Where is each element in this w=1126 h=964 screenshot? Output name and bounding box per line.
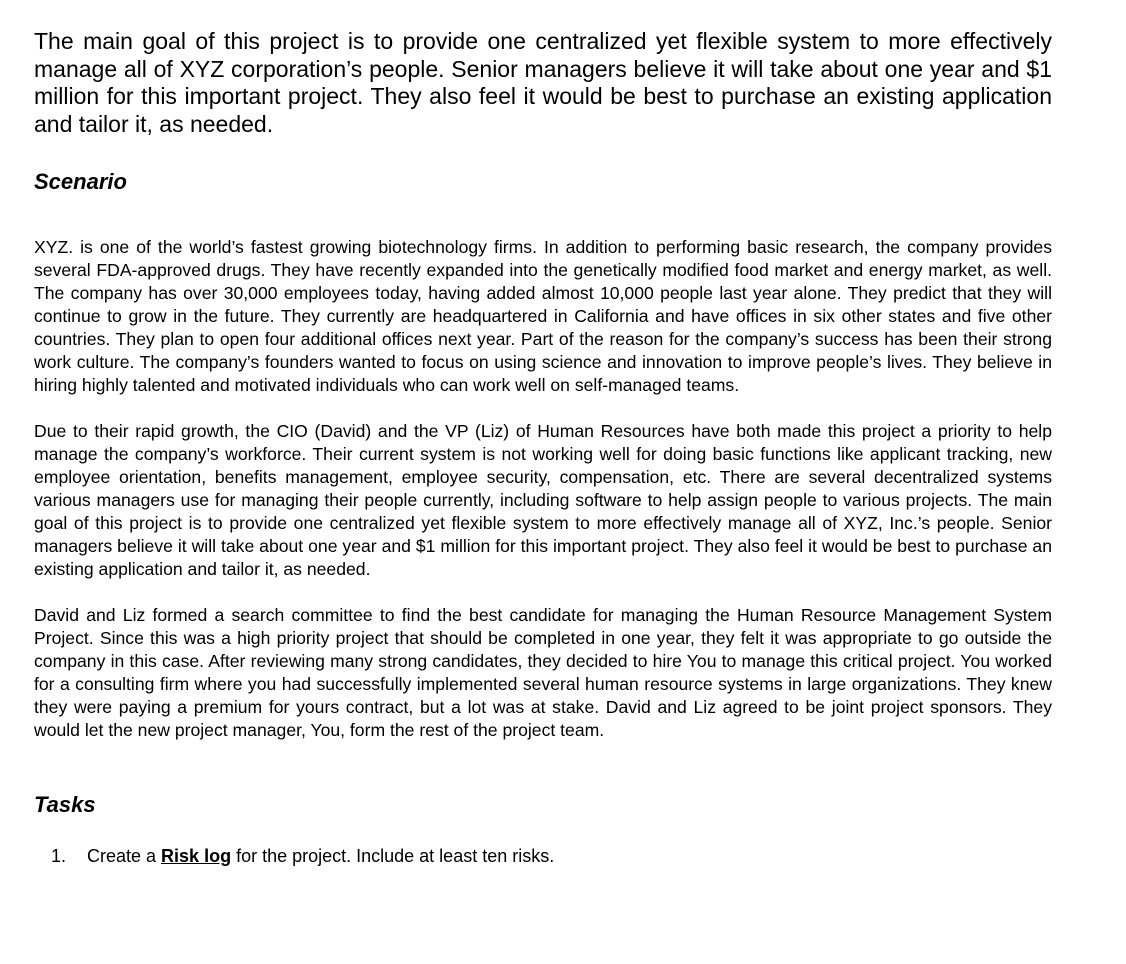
risk-log-link[interactable]: Risk log xyxy=(161,846,232,866)
tasks-heading: Tasks xyxy=(34,792,96,817)
scenario-heading: Scenario xyxy=(34,169,127,194)
task-number: 1. xyxy=(51,846,67,866)
task-item xyxy=(51,845,1052,868)
scenario-paragraph-company: XYZ. is one of the world’s fastest growing biotechnology firms. In addition to performing basic research, the company provides several FDA-approved drugs. They have recently expanded into the genetically modified food market and energy market, as well. The company has over 30,000 employees today, having added almost 10,000 people last year alone. They predict that they will continue to grow in the future. They currently are headquartered in California and have offices in six other states and five other countries. They plan to open four additional offices next year. Part of the reason for the company’s success has been their strong work culture. The company’s founders wanted to focus on using science and innovation to improve people’s lives. They believe in hiring highly talented and motivated individuals who can work well on self-managed teams. xyxy=(34,237,1052,395)
scenario-paragraph-team: David and Liz formed a search committee to find the best candidate for managing the Human Resource Management System Project. Since this was a high priority project that should be completed in one year, they felt it was appropriate to go outside the company in this case. After reviewing many strong candidates, they decided to hire You to manage this critical project. You worked for a consulting firm where you had successfully implemented several human resource systems in large organizations. They knew they were paying a premium for yours contract, but a lot was at stake. David and Liz agreed to be joint project sponsors. They would let the new project manager, You, form the rest of the project team. xyxy=(34,605,1052,740)
intro-paragraph: The main goal of this project is to provide one centralized yet flexible system to more effectively manage all of XYZ corporation’s people. Senior managers believe it will take about one year and $1 million for this important project. They also feel it would be best to purchase an existing application and tailor it, as needed. xyxy=(34,28,1052,137)
task-text-suffix: for the project. Include at least ten risks. xyxy=(231,846,555,866)
document xyxy=(34,28,1052,868)
scenario-paragraph-project: Due to their rapid growth, the CIO (David) and the VP (Liz) of Human Resources have both made this project a priority to help manage the company’s workforce. Their current system is not working well for doing basic functions like applicant tracking, new employee orientation, benefits management, employee security, compensation, etc. There are several decentralized systems various managers use for managing their people currently, including software to help assign people to various projects. The main goal of this project is to provide one centralized yet flexible system to more effectively manage all of XYZ, Inc.’s people. Senior managers believe it will take about one year and $1 million for this important project. They also feel it would be best to purchase an existing application and tailor it, as needed. xyxy=(34,421,1052,579)
tasks-list xyxy=(34,845,1052,868)
task-text-prefix: Create a xyxy=(87,846,162,866)
